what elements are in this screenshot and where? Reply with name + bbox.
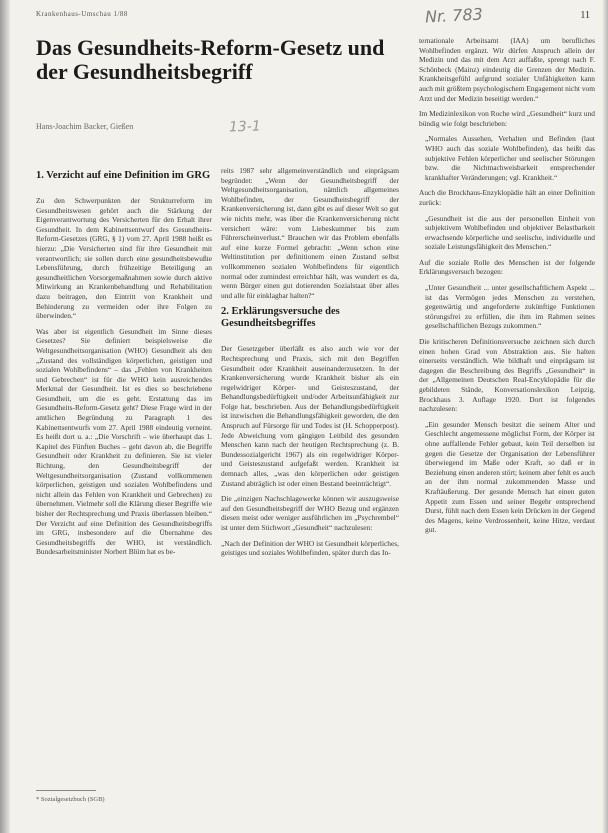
paragraph: Auch die Brockhaus-Enzyklopädie hält an einer Definition zurück: [419,188,595,207]
footnote: * Sozialgesetzbuch (SGB) [36,796,105,803]
paragraph: Zu den Schwerpunkten der Strukturreform im Gesundheitswesen gehört auch die Stärkung der Eigenverantwortung des Versicherten für den Erhalt ihrer Gesundheit. In dem Kabinettsentwurf des Gesundheits-Reform-Gesetzes (GRG, § 1) vom 27. April 1988 heißt es hierzu: „Die Versicherten sind für ihre Gesundheit mit verantwortlich; sie sollen durch eine gesundheitsbewußte Lebensführung, durch frühzeitige Beteiligung an gesundheitlichen Vorsorgemaßnahmen sowie durch aktive Mitwirkung an Krankenbehandlung und Rehabilitation dazu beitragen, den Eintritt von Krankheit und Behinderung zu vermeiden oder ihre Folgen zu überwinden.“ [36,196,212,321]
quote-paragraph: „Nach der Definition der WHO ist Gesundheit körperliches, geistiges und soziales Wohlbefinden, später durch das In- [221,538,399,558]
page-number: 11 [580,10,590,21]
page-left-shadow [0,0,10,833]
paragraph: Der Gesetzgeber überläßt es also auch wie vor der Rechtsprechung und Praxis, sich mit den Begriffen Gesundheit oder Krankheit auseinanderzusetzen. In der Krankenversicherung wurde Krankheit bisher als ein regelwidriger Körper- und Geisteszustand, der Behandlungsbedürftigkeit und/oder Arbeitsunfähigkeit zur Folge hat, beschrieben. Aus der Behandlungsbedürftigkeit ist inzwischen die Behandlungsfähigkeit geworden, die den Anspruch auf Fürsorge für und Todes ist (H. Schopperpost). Jede Abweichung vom gängigen Leitbild des gesunden Menschen kann nach der heutigen Rechtsprechung (z. B. Bundessozialgericht 1967) als ein regelwidriger Körper- und Geisteszustand aufgefaßt werden. Krankheit ist demnach alles, „was den körperlichen oder geistigen Zustand abträglich ist oder einen Bestand beeinträchtigt“. [221,344,399,488]
handwritten-annotation-top: Nr. 783 [424,4,484,27]
paragraph: Auf die soziale Rolle des Menschen ist der folgende Erklärungsversuch bezogen: [419,257,595,277]
column-left [36,168,212,563]
section-heading-2: 2. Erklärungsversuche des Gesundheitsbegriffes [221,306,340,330]
quote-paragraph: „Unter Gesundheit ... unter gesellschaftlichem Aspekt ... ist das Vermögen jedes Menschen zu verstehen, gegenwärtig und angeforderte zukünftige Funktionen störungsfrei zu erfüllen, die ihm im Rahmen seines gesellschaftlichen Bezugs zukommen.“ [425,283,595,331]
handwritten-annotation-mid: 13-1 [228,118,262,136]
paragraph: reits 1987 sehr allgemeinverständlich und einprägsam begründet: „Wenn der Gesundheitsbegriff der Weltgesundheitsorganisation, nämlich allgemeines Wohlbefinden, der Gesundheitsbegriff der Krankenversicherung ist, dann gibt es auf dieser Welt so gut wie nichts mehr, was über die Krankenversicherung nicht versichert wäre: vom Liebeskummer bis zum Führerscheinverlust.“ Brauchen wir das Problem ebenfalls auf eine kurze Formel gebracht: „Wenn schon eine Weltinstitution per definitionem einen Zustand selbst vollkommenen sozialen Wohlbefindens für eigentlich normal oder zumindest erreichbar hält, was wundert es da, wenn Bürger einen gut dotierenden Sozialstaat über alles und alle für einklagbar halten?“ [221,166,399,300]
column-right [419,36,595,541]
quote-paragraph: „Ein gesunder Mensch besitzt die seinem Alter und Geschlecht angemessene möglichst Form, der Körper ist ohne auffallende Fehler gebaut, kein Teil derselben ist gegen die Gesetze der Organisation der Lebensführer überwiegend im Maße oder Kraft, so daß er in Beziehung einen anderen stört; keinem aber fehlt es auch an der ihm normal zukommenden Masse und Kraftäußerung. Der gesunde Mensch hat einen guten Appetit zum Essen und seiner Begehr entsprechend Durst, fühlt nach dem Essen kein Drücken in der Gegend des Magens, keine Verdrossenheit, keine Hitze, verdaut gut. [425,419,595,535]
paragraph: Was aber ist eigentlich Gesundheit im Sinne dieses Gesetzes? Sie definiert beispielsweise die Weltgesundheitsorganisation (WHO) Gesundheit als den „Zustand des vollständigen körperlichen, geistigen und sozialen Wohlbefindens“ – das „Fehlen von Krankheiten und Gebrechen“ ist für die WHO kein ausreichendes Merkmal der Gesundheit. Ist es dies so beschriebene Gesundheit, um die es geht. Erstattung das im Gesundheits-Reform-Gesetz geht? Diese Frage wird in der amtlichen Begründung zu Paragraph 1 des Kabinettsentwurfs vom 27. April 1988 eindeutig verneint. Es heißt dort u. a.: „Die Vorschrift – wie überhaupt das 1. Kapitel des Fünften Buches – geht davon ab, die Begriffe Gesundheit oder Krankheit zu definieren. Sie ist vieler Richtung, den Gesundheitsbegriff der Weltgesundheitsorganisation (Zustand vollkommenen körperlichen, geistigen und sozialen Wohlbefindens und nicht allein das Fehlen von Krankheit und Gebrechen) zu übernehmen. Vielmehr soll die Klärung dieser Begriffe wie bisher der Rechtsprechung und Praxis überlassen bleiben.“ Der Verzicht auf eine Definition des Gesundheitsbegriffs im GRG, insbesondere auf die Übernahme des Gesundheitsbegriffs der WHO, ist verständlich. Bundesarbeitsminister Norbert Blüm hat es be- [36,326,212,557]
section-heading-1: 1. Verzicht auf eine Definition im GRG [36,170,211,181]
paragraph: Im Medizinlexikon von Roche wird „Gesundheit“ kurz und bündig wie folgt beschrieben: [419,109,595,128]
running-head: Krankenhaus-Umschau 1/88 [36,10,128,18]
quote-paragraph: „Normales Aussehen, Verhalten und Befinden (laut WHO auch das soziale Wohlbefinden), das heißt das subjektive Fehlen körperlicher und seelischer Störungen bzw. die Nichtnachweisbarkeit entsprechender krankhafter Veränderungen; vgl. Krankheit.“ [425,134,595,182]
article-author: Hans-Joachim Backer, Gießen [36,122,134,131]
paragraph: Die kritischeren Definitionsversuche zeichnen sich durch einen hohen Grad von Abstraktion aus. Sie halten einerseits verständlich. Wie bildhaft und einprägsam ist dagegen die Beschreibung des Begriffs „Gesundheit“ in der „Allgemeinen Deutschen Real-Encyklopädie für die gebildeten Stände, Konversationslexikon Leipzig, Brockhaus 3. Auflage 1920. Dort ist folgendes nachzulesen: [419,337,595,414]
paragraph: ternationale Arbeitsamt (IAA) um berufliches Wohlbefinden ergänzt. Wir dürfen Anspruch allein der Medizin und das mit dem Arzt auffaßte, sprengt nach F. Schönbeck (Mainz) eindeutig die Grenzen der Medizin. Krankheitsgefühl aufgrund sozialer Unfähigkeiten kann auch mit größtem psychologischem Engagement nicht vom Arzt und der Medizin beseitigt werden.“ [419,36,595,103]
paragraph: Die „einzigen Nachschlagewerke können wir auszugsweise auf den Gesundheitsbegriff der WHO Bezug und ergänzen diesen meist oder weniger ausführlichen im „Psychrembel“ ist unter dem Stichwort „Gesundheit“ nachzulesen: [221,494,399,532]
quote-paragraph: „Gesundheit ist die aus der personellen Einheit von subjektivem Wohlbefinden und objektiver Belastbarkeit erwachsende körperliche und seelische, individuelle und soziale Leistungsfähigkeit des Menschen.“ [425,213,595,252]
article-title: Das Gesundheits-Reform-Gesetz und der Gesundheitsbegriff [36,35,385,84]
column-middle [221,166,399,564]
footnote-rule [36,790,96,791]
page-right-shadow [602,0,608,833]
